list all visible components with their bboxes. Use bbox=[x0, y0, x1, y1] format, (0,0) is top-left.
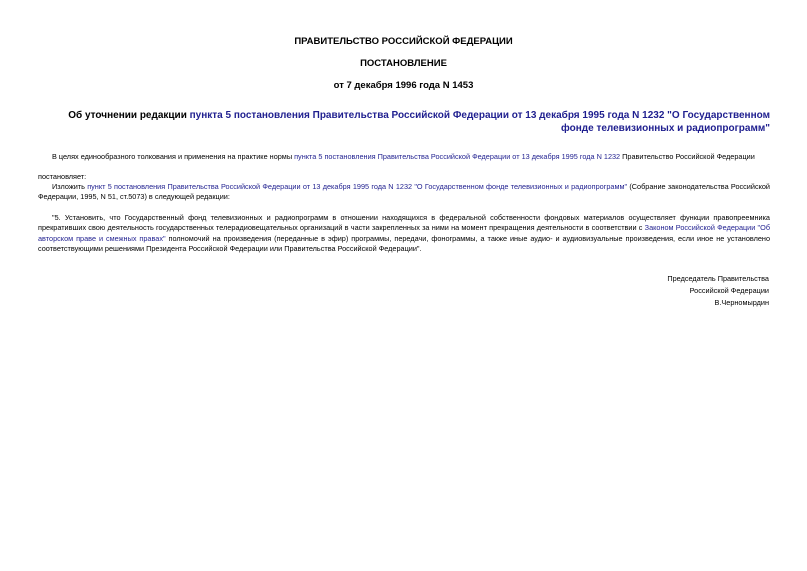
signature-organization: Российской Федерации bbox=[689, 286, 769, 295]
signature-name: В.Черномырдин bbox=[714, 298, 769, 307]
paragraph-amend-suffix: (Собрание законодательства Российской Федерации, 1995, N 51, ст.5073) в следующей редакции: bbox=[38, 182, 771, 202]
paragraph-preamble-link[interactable]: пункта 5 постановления Правительства Российской Федерации от 13 декабря 1995 года N 1232 bbox=[294, 152, 621, 161]
document-title-link[interactable]: пункта 5 постановления Правительства Российской Федерации от 13 декабря 1995 года N 1232 "О Государственном фонде телевизионных и радиопрограмм" bbox=[189, 110, 770, 134]
paragraph-amend-prefix: Изложить bbox=[52, 182, 88, 191]
paragraph-new-text-link[interactable]: Законом Российской Федерации "Об авторском праве и смежных правах" bbox=[38, 223, 770, 243]
government-heading: ПРАВИТЕЛЬСТВО РОССИЙСКОЙ ФЕДЕРАЦИИ bbox=[294, 36, 513, 47]
document-type-heading: ПОСТАНОВЛЕНИЕ bbox=[360, 58, 447, 69]
paragraph-preamble-suffix: Правительство Российской Федерации bbox=[620, 152, 755, 161]
document-title-prefix: Об уточнении редакции bbox=[68, 110, 190, 121]
paragraph-preamble-prefix: В целях единообразного толкования и применения на практике нормы bbox=[52, 152, 295, 161]
paragraph-new-text-prefix: "5. Установить, что Государственный фонд телевизионных и радиопрограмм в отношении находящихся в федеральной собственности фондовых материалов осуществляет функции правопреемника прекративших свою деятельность государственных телерадиовещательных организаций в части закрепленных за ними на момент прекращения деятельности в соответствии с bbox=[38, 213, 770, 233]
date-number-heading: от 7 декабря 1996 года N 1453 bbox=[333, 80, 474, 91]
signature-title: Председатель Правительства bbox=[667, 274, 769, 283]
signature-block bbox=[469, 273, 769, 309]
paragraph-amend-link[interactable]: пункт 5 постановления Правительства Российской Федерации от 13 декабря 1995 года N 1232 "О Государственном фонде телевизионных и радиопрограмм" bbox=[87, 182, 628, 191]
paragraph-new-text bbox=[38, 213, 770, 255]
paragraph-new-text-suffix: полномочий на произведения (переданные в эфир) программы, передачи, фонограммы, а также иные аудио- и аудиовизуальные произведения, если иное не установлено соответствующими решениями Президента Российской Федерации или Правительства Российской Федерации". bbox=[38, 233, 770, 254]
paragraph-resolves: постановляет: bbox=[38, 172, 87, 181]
paragraph-preamble bbox=[38, 152, 770, 162]
paragraph-amend bbox=[38, 182, 770, 203]
document-title bbox=[36, 109, 770, 135]
